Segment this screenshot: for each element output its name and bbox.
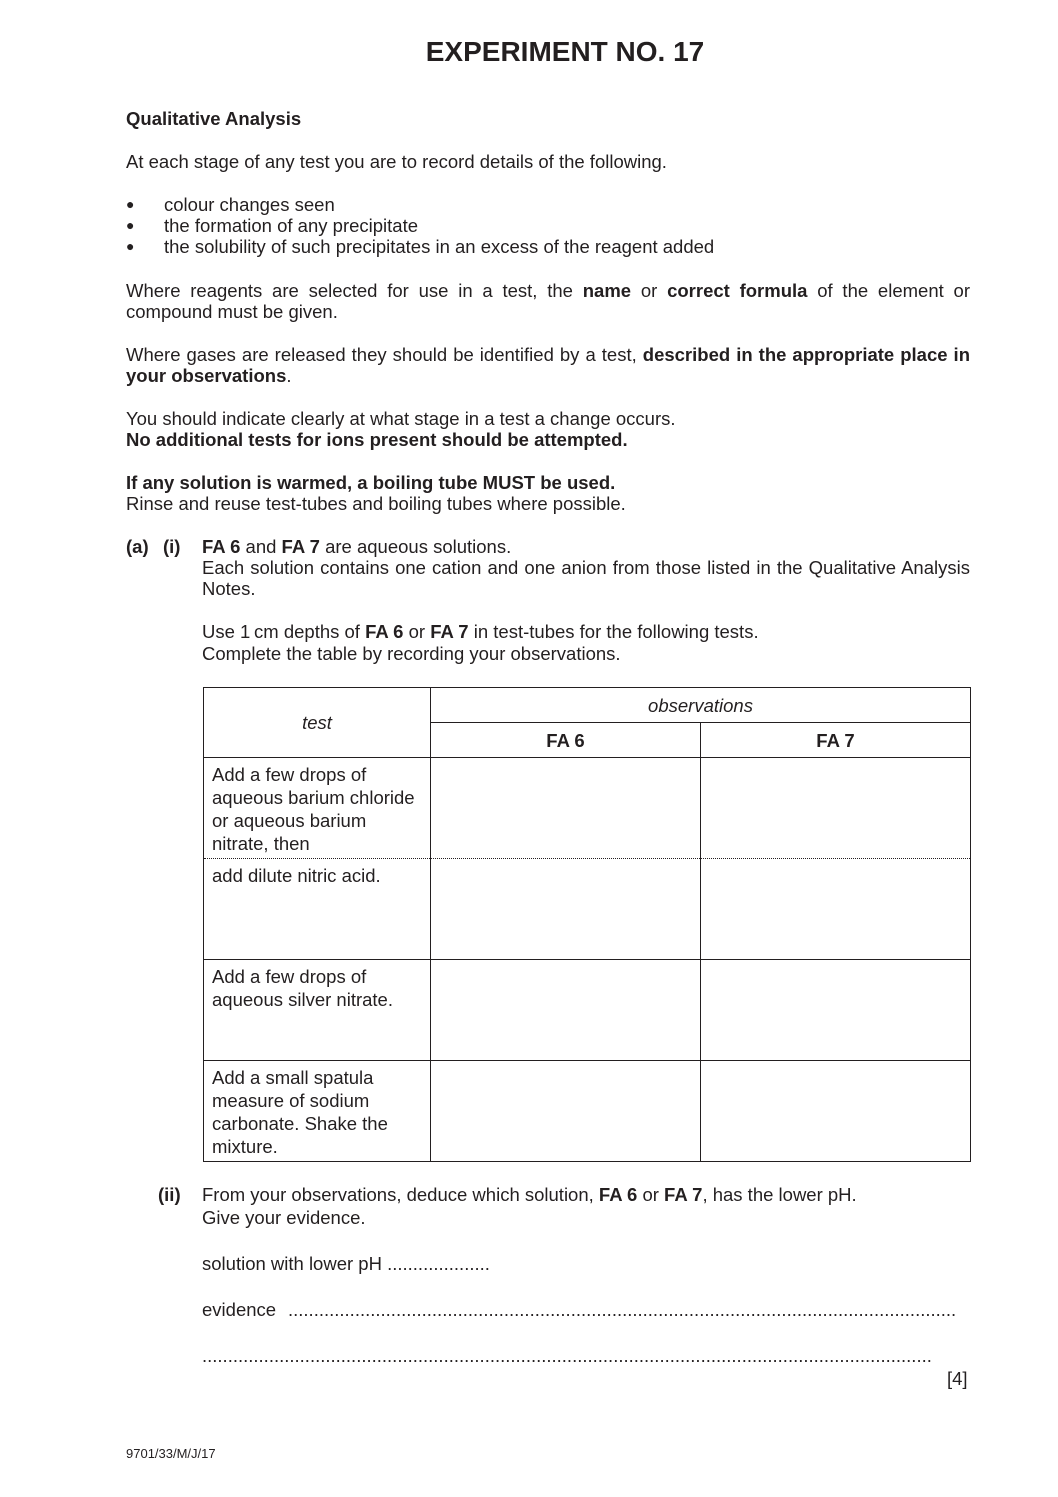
table-row [204, 859, 971, 960]
table-row [204, 960, 971, 1061]
solution-answer-field[interactable]: .................... [387, 1253, 490, 1274]
fa7-observation-cell[interactable] [701, 758, 971, 859]
test-column-header: test [204, 688, 431, 758]
fa7-observation-cell[interactable] [701, 1061, 971, 1162]
fa6-observation-cell[interactable] [431, 758, 701, 859]
reagents-paragraph: Where reagents are selected for use in a test, the name or correct formula of the element or compound must be given. [126, 280, 970, 322]
part-a-label: (a) [126, 536, 149, 557]
evidence-label: evidence [202, 1299, 277, 1320]
test-cell: Add a few drops of aqueous barium chloride or aqueous barium nitrate, then [204, 758, 431, 859]
table-row [204, 1061, 971, 1162]
gases-paragraph: Where gases are released they should be identified by a test, described in the appropriate place in your observations. [126, 344, 971, 386]
part-i-description: Each solution contains one cation and one anion from those listed in the Qualitative Analysis Notes. [202, 557, 970, 599]
test-cell: Add a few drops of aqueous silver nitrate. [204, 960, 431, 1061]
table-row [204, 758, 971, 859]
observations-table [203, 687, 971, 1162]
part-i-label: (i) [163, 536, 181, 557]
solution-label: solution with lower pH [202, 1253, 382, 1274]
boiling-tube-warning: If any solution is warmed, a boiling tube MUST be used. [126, 472, 616, 493]
bullet-icon: ● [126, 196, 135, 212]
fa6-observation-cell[interactable] [431, 859, 701, 960]
fa6-observation-cell[interactable] [431, 1061, 701, 1162]
rinse-line: Rinse and reuse test-tubes and boiling tubes where possible. [126, 493, 626, 514]
fa7-observation-cell[interactable] [701, 859, 971, 960]
give-evidence-line: Give your evidence. [202, 1207, 366, 1228]
part-ii-question: From your observations, deduce which solution, FA 6 or FA 7, has the lower pH. [202, 1184, 857, 1205]
exam-page: EXPERIMENT NO. 17 Qualitative Analysis At each stage of any test you are to record details of the following. ● colour changes seen ● the formation of any precipitate ● the solubility of such precipitates in an excess of the reagent added Where reagents are selected for use in a test, the name or correct formula of the element or compound must be given. Where gases are released they should be identified by a test, described in the appropriate place in your observations. You should indicate clearly at what stage in a test a change occurs. No additional tests for ions present should be attempted. If any solution is warmed, a boiling tube MUST be used. Rinse and reuse test-tubes and boiling tubes where possible. (a) (i) FA 6 and FA 7 are aqueous solutions. Each solution contains one cation and one anion from those listed in the Qualitative Analysis Notes. Use 1 cm depths of FA 6 or FA 7 in test-tubes for the following tests. Complete the table by recording your observations. test observations FA 6 FA 7 Add a few drops of aqueous barium chloride or aqueous barium nitrate, then add dilute nitric acid. Add a few drops of aqueous silver nitrate. Add a small spatula measure of sodium carbonate. Shake the mixture. (ii) From your observations, deduce which solution, FA 6 or FA 7, has the lower pH. Give your evidence. solution with lower pH .................... evidence .................................................................................................................................. .............................................................................................................................................. [4] 9701/33/M/J/17 [0, 0, 1058, 1497]
intro-text: At each stage of any test you are to record details of the following. [126, 151, 667, 172]
fa6-observation-cell[interactable] [431, 960, 701, 1061]
observations-column-header: observations [431, 688, 971, 723]
no-additional-tests: No additional tests for ions present should be attempted. [126, 429, 628, 450]
marks-allocation: [4] [947, 1368, 968, 1389]
part-i-instructions: Use 1 cm depths of FA 6 or FA 7 in test-tubes for the following tests. [202, 621, 759, 642]
evidence-answer-field[interactable]: .................................................................................................................................. [288, 1299, 957, 1320]
fa6-column-header: FA 6 [431, 723, 701, 758]
page-title: EXPERIMENT NO. 17 [425, 36, 705, 67]
section-heading: Qualitative Analysis [126, 108, 302, 129]
bullet-icon: ● [126, 238, 135, 254]
complete-table-instruction: Complete the table by recording your observations. [202, 643, 621, 664]
evidence-continuation-field[interactable]: .............................................................................................................................................. [202, 1345, 932, 1366]
footer-code: 9701/33/M/J/17 [126, 1446, 216, 1461]
test-cell: add dilute nitric acid. [204, 859, 431, 960]
fa7-column-header: FA 7 [701, 723, 971, 758]
part-ii-label: (ii) [158, 1184, 181, 1205]
solution-answer-line [202, 1253, 490, 1274]
stage-line: You should indicate clearly at what stage in a test a change occurs. [126, 408, 676, 429]
part-i-intro: FA 6 and FA 7 are aqueous solutions. [202, 536, 512, 557]
bullet-icon: ● [126, 217, 135, 233]
fa7-observation-cell[interactable] [701, 960, 971, 1061]
test-cell: Add a small spatula measure of sodium carbonate. Shake the mixture. [204, 1061, 431, 1162]
